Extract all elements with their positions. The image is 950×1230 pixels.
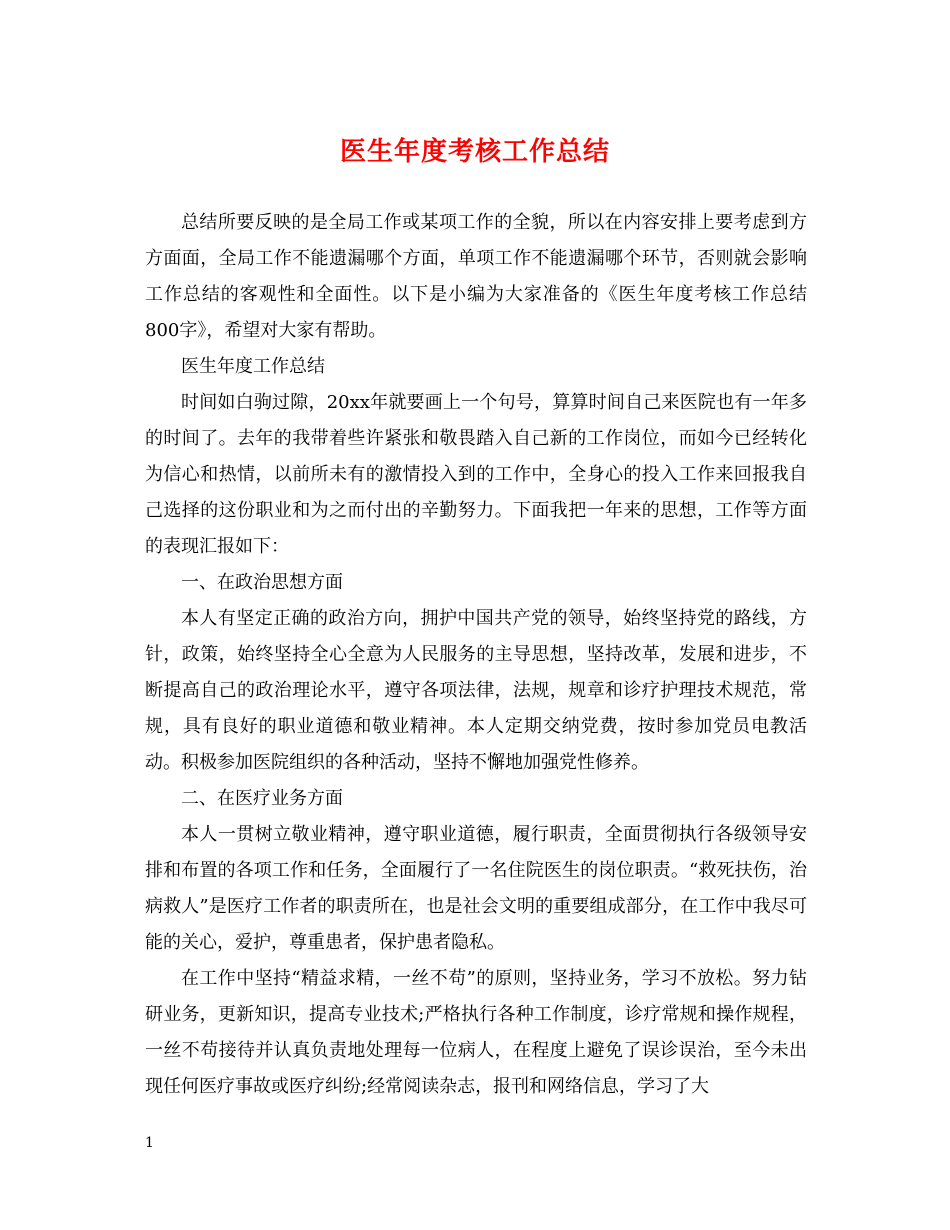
opening-paragraph: 时间如白驹过隙，20xx年就要画上一个句号，算算时间自己来医院也有一年多的时间了。去年的我带着些许紧张和敬畏踏入自己新的工作岗位，而如今已经转化为信心和热情，以前所未有的激情投入到的工作中，全身心的投入工作来回报我自己选择的这份职业和为之而付出的辛勤努力。下面我把一年来的思想，工作等方面的表现汇报如下： <box>145 392 807 557</box>
medical-heading: 二、在医疗业务方面 <box>181 788 343 809</box>
intro-paragraph: 总结所要反映的是全局工作或某项工作的全貌，所以在内容安排上要考虑到方方面面，全局工作不能遗漏哪个方面，单项工作不能遗漏哪个环节，否则就会影响工作总结的客观性和全面性。以下是小编为大家准备的《医生年度考核工作总结800字》，希望对大家有帮助。 <box>145 212 807 341</box>
page-number: 1 <box>145 1135 154 1151</box>
page-title: 医生年度考核工作总结 <box>339 137 610 167</box>
practice-paragraph: 在工作中坚持“精益求精，一丝不苟”的原则，坚持业务，学习不放松。努力钻研业务，更新知识，提高专业技术;严格执行各种工作制度，诊疗常规和操作规程，一丝不苟接待并认真负责地处理每一位病人，在程度上避免了误诊误治，至今未出现任何医疗事故或医疗纠纷;经常阅读杂志，报刊和网络信息，学习了大 <box>145 968 807 1097</box>
document-body <box>145 205 807 1105</box>
political-paragraph: 本人有坚定正确的政治方向，拥护中国共产党的领导，始终坚持党的路线，方针，政策，始终坚持全心全意为人民服务的主导思想，坚持改革，发展和进步，不断提高自己的政治理论水平，遵守各项法律，法规，规章和诊疗护理技术规范，常规，具有良好的职业道德和敬业精神。本人定期交纳党费，按时参加党员电教活动。积极参加医院组织的各种活动，坚持不懈地加强党性修养。 <box>145 608 807 773</box>
section-subtitle: 医生年度工作总结 <box>181 356 325 377</box>
political-heading: 一、在政治思想方面 <box>181 572 343 593</box>
medical-paragraph: 本人一贯树立敬业精神，遵守职业道德，履行职责，全面贯彻执行各级领导安排和布置的各项工作和任务，全面履行了一名住院医生的岗位职责。“救死扶伤，治病救人”是医疗工作者的职责所在，也是社会文明的重要组成部分，在工作中我尽可能的关心，爱护，尊重患者，保护患者隐私。 <box>145 824 807 953</box>
